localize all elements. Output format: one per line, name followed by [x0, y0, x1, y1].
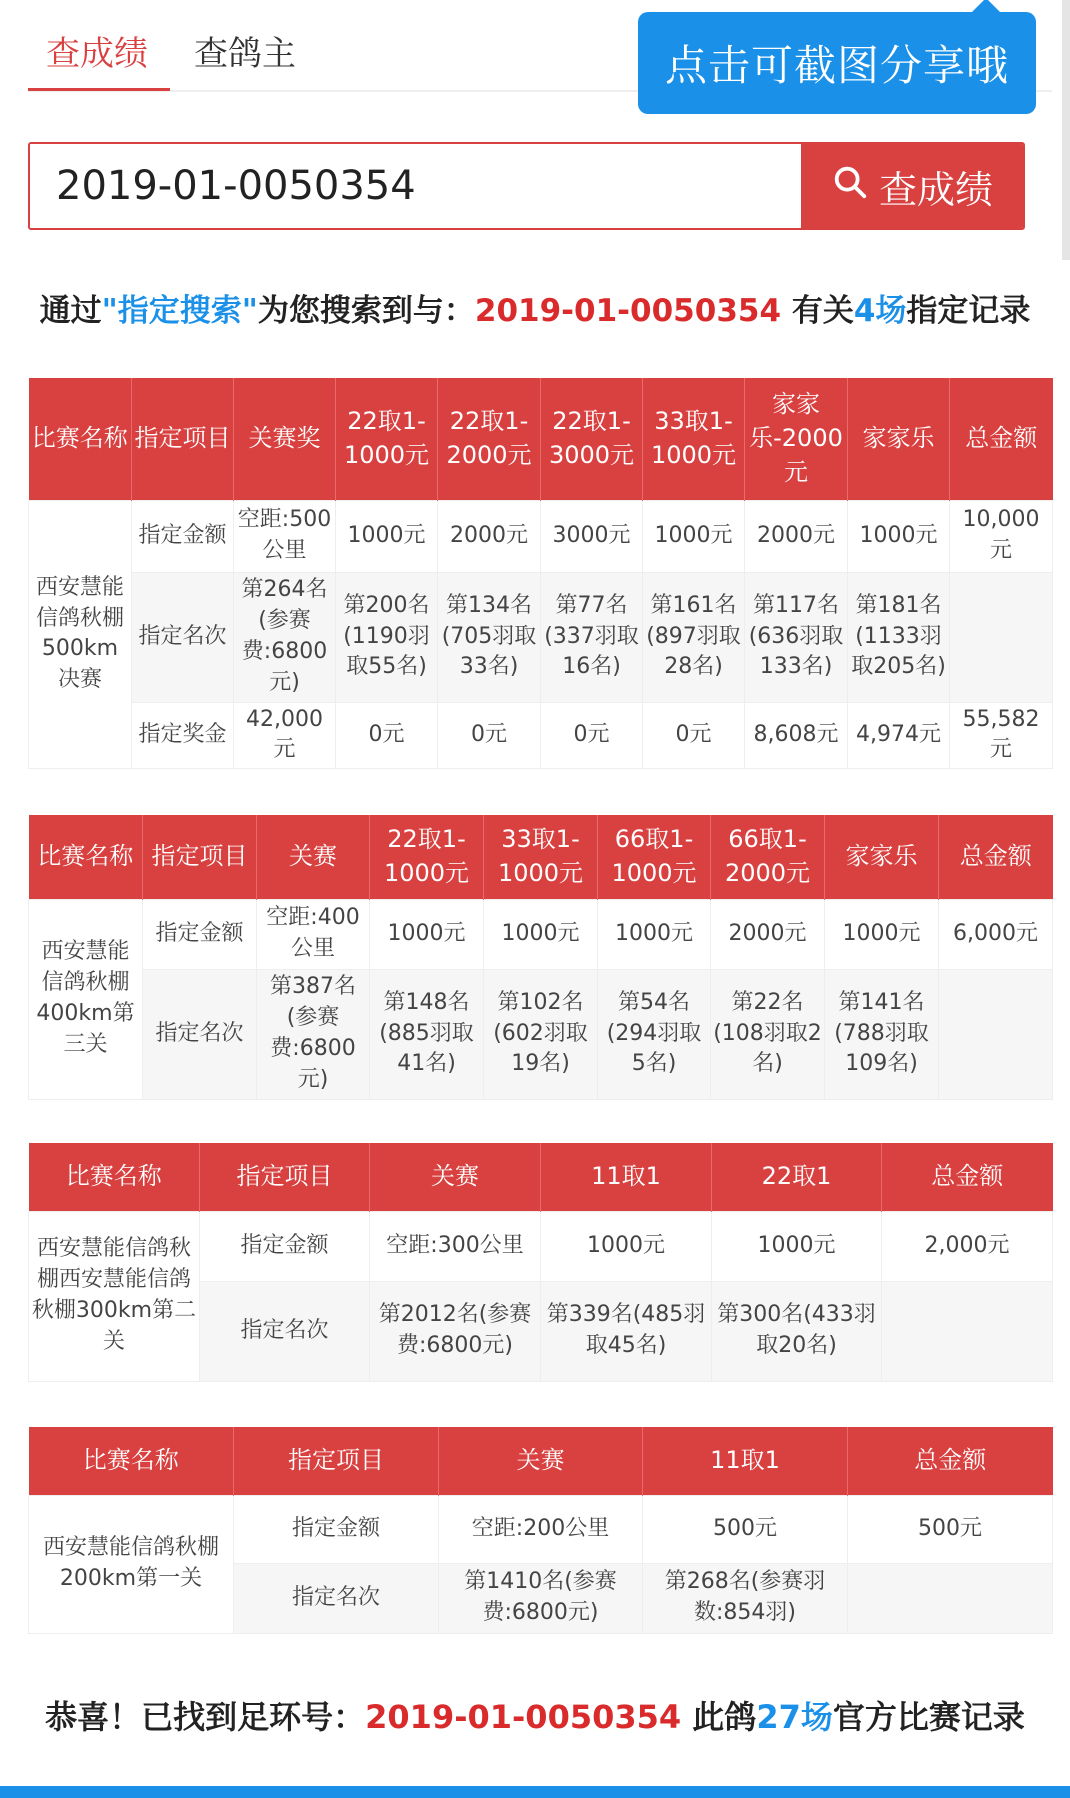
col-header: 关赛 — [439, 1427, 643, 1495]
col-header: 比赛名称 — [29, 815, 143, 899]
item-label: 指定金额 — [143, 899, 257, 969]
summary-text: 通过 — [39, 293, 102, 329]
col-header: 11取1 — [541, 1143, 712, 1211]
record-table-2 — [28, 815, 1053, 1100]
table-cell: 第264名(参赛费:6800元) — [234, 572, 336, 702]
table-cell: 1000元 — [643, 500, 745, 572]
table-cell: 6,000元 — [939, 899, 1053, 969]
table-cell: 1000元 — [370, 899, 484, 969]
table-cell: 1000元 — [336, 500, 438, 572]
table-cell: 空距:400公里 — [257, 899, 370, 969]
found-records-message — [0, 1692, 1070, 1738]
tab-query-results[interactable]: 查成绩 — [46, 34, 148, 74]
table-header-row — [29, 815, 1053, 899]
search-bar — [28, 142, 1025, 230]
table-row — [29, 500, 1053, 572]
table-cell: 0元 — [643, 702, 745, 769]
col-header: 33取1-1000元 — [484, 815, 598, 899]
table-cell: 第200名(1190羽取55名) — [336, 572, 438, 702]
summary-search-type: "指定搜索" — [101, 293, 258, 329]
table-cell: 2,000元 — [882, 1211, 1053, 1281]
col-header: 家家乐-2000元 — [745, 378, 848, 500]
share-tooltip[interactable]: 点击可截图分享哦 — [638, 12, 1036, 114]
race-name: 西安慧能信鸽秋棚200km第一关 — [29, 1495, 234, 1633]
col-header: 指定项目 — [234, 1427, 439, 1495]
table-cell: 500元 — [643, 1495, 848, 1563]
table-cell — [950, 572, 1053, 702]
table-cell: 0元 — [438, 702, 541, 769]
table-cell: 1000元 — [541, 1211, 712, 1281]
table-cell — [939, 969, 1053, 1099]
table-cell: 第141名(788羽取109名) — [825, 969, 939, 1099]
table-cell: 第181名(1133羽取205名) — [848, 572, 950, 702]
table-cell: 2000元 — [711, 899, 825, 969]
table-cell: 1000元 — [598, 899, 711, 969]
item-label: 指定名次 — [132, 572, 234, 702]
search-summary — [0, 285, 1070, 330]
footer-count[interactable]: 27场 — [756, 1698, 833, 1736]
table-cell: 3000元 — [541, 500, 643, 572]
table-cell: 2000元 — [745, 500, 848, 572]
table-cell: 第102名(602羽取19名) — [484, 969, 598, 1099]
table-cell: 第1410名(参赛费:6800元) — [439, 1563, 643, 1633]
col-header: 指定项目 — [143, 815, 257, 899]
summary-ring-number: 2019-01-0050354 — [474, 293, 782, 329]
table-header-row — [29, 1143, 1053, 1211]
item-label: 指定金额 — [132, 500, 234, 572]
col-header: 比赛名称 — [29, 1427, 234, 1495]
scrollbar[interactable] — [1062, 0, 1070, 260]
footer-text: 此鸽 — [681, 1698, 757, 1736]
table-cell: 2000元 — [438, 500, 541, 572]
col-header: 关赛 — [257, 815, 370, 899]
table-cell: 第339名(485羽取45名) — [541, 1281, 712, 1381]
record-table-4 — [28, 1427, 1053, 1634]
table-cell: 第117名(636羽取133名) — [745, 572, 848, 702]
footer-text: 官方比赛记录 — [832, 1698, 1025, 1736]
table-cell — [848, 1563, 1053, 1633]
item-label: 指定奖金 — [132, 702, 234, 769]
table-cell: 0元 — [541, 702, 643, 769]
summary-text: 指定记录 — [906, 293, 1031, 329]
table-row — [29, 572, 1053, 702]
record-table-1 — [28, 378, 1053, 769]
item-label: 指定名次 — [234, 1563, 439, 1633]
col-header: 家家乐 — [848, 378, 950, 500]
search-icon — [831, 163, 869, 210]
summary-text: 有关 — [781, 293, 854, 329]
table-cell: 1000元 — [484, 899, 598, 969]
col-header: 22取1-1000元 — [370, 815, 484, 899]
footer-ring-number: 2019-01-0050354 — [365, 1698, 682, 1736]
table-cell: 第2012名(参赛费:6800元) — [370, 1281, 541, 1381]
table-cell: 1000元 — [825, 899, 939, 969]
table-row — [29, 899, 1053, 969]
table-cell: 0元 — [336, 702, 438, 769]
table-header-row — [29, 1427, 1053, 1495]
table-row — [29, 1211, 1053, 1281]
search-button[interactable] — [801, 144, 1023, 228]
bottom-bar — [0, 1786, 1070, 1798]
table-cell: 10,000元 — [950, 500, 1053, 572]
table-cell: 第77名(337羽取16名) — [541, 572, 643, 702]
table-cell: 第268名(参赛羽数:854羽) — [643, 1563, 848, 1633]
table-header-row — [29, 378, 1053, 500]
col-header: 66取1-1000元 — [598, 815, 711, 899]
col-header: 比赛名称 — [29, 378, 132, 500]
item-label: 指定名次 — [143, 969, 257, 1099]
table-cell — [882, 1281, 1053, 1381]
table-row — [29, 969, 1053, 1099]
summary-count: 4场 — [853, 293, 907, 329]
table-row — [29, 1495, 1053, 1563]
table-cell: 第161名(897羽取28名) — [643, 572, 745, 702]
table-cell: 4,974元 — [848, 702, 950, 769]
table-cell: 空距:300公里 — [370, 1211, 541, 1281]
item-label: 指定名次 — [200, 1281, 370, 1381]
col-header: 指定项目 — [132, 378, 234, 500]
table-cell: 第134名(705羽取33名) — [438, 572, 541, 702]
col-header: 关赛 — [370, 1143, 541, 1211]
race-name: 西安慧能信鸽秋棚500km决赛 — [29, 500, 132, 769]
col-header: 家家乐 — [825, 815, 939, 899]
race-name: 西安慧能信鸽秋棚西安慧能信鸽秋棚300km第二关 — [29, 1211, 200, 1381]
col-header: 22取1-3000元 — [541, 378, 643, 500]
record-table-3 — [28, 1143, 1053, 1382]
item-label: 指定金额 — [200, 1211, 370, 1281]
table-cell: 第300名(433羽取20名) — [712, 1281, 882, 1381]
col-header: 指定项目 — [200, 1143, 370, 1211]
table-row — [29, 702, 1053, 769]
col-header: 比赛名称 — [29, 1143, 200, 1211]
summary-text: 为您搜索到与： — [257, 293, 475, 329]
col-header: 总金额 — [848, 1427, 1053, 1495]
col-header: 总金额 — [882, 1143, 1053, 1211]
active-tab-indicator — [28, 88, 170, 91]
col-header: 总金额 — [950, 378, 1053, 500]
col-header: 总金额 — [939, 815, 1053, 899]
table-cell: 第148名(885羽取41名) — [370, 969, 484, 1099]
tab-query-owner[interactable]: 查鸽主 — [194, 34, 296, 74]
table-cell: 1000元 — [848, 500, 950, 572]
search-button-label: 查成绩 — [878, 167, 993, 212]
col-header: 11取1 — [643, 1427, 848, 1495]
table-cell: 8,608元 — [745, 702, 848, 769]
table-cell: 第54名(294羽取5名) — [598, 969, 711, 1099]
table-cell: 42,000元 — [234, 702, 336, 769]
item-label: 指定金额 — [234, 1495, 439, 1563]
table-cell: 第387名(参赛费:6800元) — [257, 969, 370, 1099]
footer-text: 恭喜！已找到足环号： — [45, 1698, 366, 1736]
ring-number-input[interactable] — [30, 144, 801, 228]
col-header: 22取1 — [712, 1143, 882, 1211]
col-header: 22取1-1000元 — [336, 378, 438, 500]
col-header: 66取1-2000元 — [711, 815, 825, 899]
table-cell: 空距:200公里 — [439, 1495, 643, 1563]
col-header: 22取1-2000元 — [438, 378, 541, 500]
table-cell: 55,582元 — [950, 702, 1053, 769]
col-header: 关赛奖 — [234, 378, 336, 500]
table-cell: 空距:500公里 — [234, 500, 336, 572]
table-cell: 第22名(108羽取2名) — [711, 969, 825, 1099]
table-cell: 1000元 — [712, 1211, 882, 1281]
race-name: 西安慧能信鸽秋棚400km第三关 — [29, 899, 143, 1099]
table-cell: 500元 — [848, 1495, 1053, 1563]
col-header: 33取1-1000元 — [643, 378, 745, 500]
